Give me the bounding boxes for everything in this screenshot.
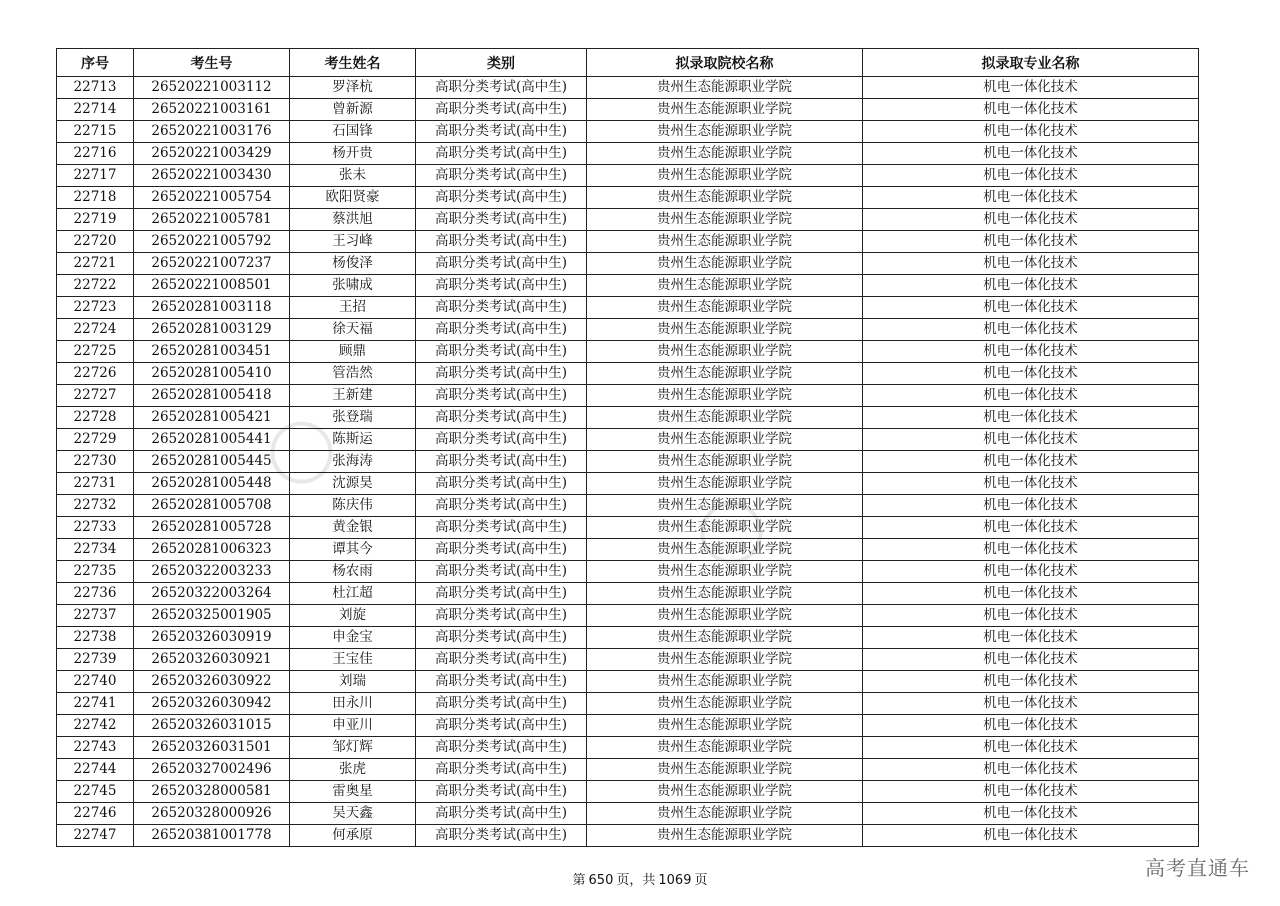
page-footer [0, 869, 1280, 888]
cell-category: 高职分类考试(高中生) [416, 429, 587, 451]
cell-major: 机电一体化技术 [863, 561, 1199, 583]
cell-name: 何承原 [290, 825, 416, 847]
cell-exam-id: 26520221005792 [134, 231, 290, 253]
cell-major: 机电一体化技术 [863, 407, 1199, 429]
table-row [57, 517, 1199, 539]
cell-school: 贵州生态能源职业学院 [587, 583, 863, 605]
cell-exam-id: 26520326030942 [134, 693, 290, 715]
cell-serial: 22728 [57, 407, 134, 429]
cell-serial: 22739 [57, 649, 134, 671]
cell-serial: 22732 [57, 495, 134, 517]
cell-exam-id: 26520221005781 [134, 209, 290, 231]
cell-school: 贵州生态能源职业学院 [587, 649, 863, 671]
footer-middle: 页，共 [616, 873, 656, 888]
cell-category: 高职分类考试(高中生) [416, 605, 587, 627]
cell-name: 石国锋 [290, 121, 416, 143]
cell-name: 曾新源 [290, 99, 416, 121]
cell-school: 贵州生态能源职业学院 [587, 825, 863, 847]
cell-serial: 22735 [57, 561, 134, 583]
header-name: 考生姓名 [290, 49, 416, 77]
current-page-number: 650 [588, 873, 614, 888]
cell-serial: 22720 [57, 231, 134, 253]
cell-serial: 22717 [57, 165, 134, 187]
cell-exam-id: 26520221003176 [134, 121, 290, 143]
cell-serial: 22719 [57, 209, 134, 231]
cell-exam-id: 26520221003112 [134, 77, 290, 99]
cell-major: 机电一体化技术 [863, 99, 1199, 121]
cell-serial: 22713 [57, 77, 134, 99]
cell-name: 罗泽杭 [290, 77, 416, 99]
table-row [57, 781, 1199, 803]
cell-exam-id: 26520221003161 [134, 99, 290, 121]
cell-exam-id: 26520326031015 [134, 715, 290, 737]
cell-major: 机电一体化技术 [863, 77, 1199, 99]
cell-exam-id: 26520281003129 [134, 319, 290, 341]
cell-major: 机电一体化技术 [863, 231, 1199, 253]
cell-school: 贵州生态能源职业学院 [587, 517, 863, 539]
table-row [57, 319, 1199, 341]
cell-category: 高职分类考试(高中生) [416, 143, 587, 165]
cell-category: 高职分类考试(高中生) [416, 275, 587, 297]
cell-category: 高职分类考试(高中生) [416, 297, 587, 319]
cell-exam-id: 26520281005445 [134, 451, 290, 473]
cell-major: 机电一体化技术 [863, 275, 1199, 297]
cell-exam-id: 26520221008501 [134, 275, 290, 297]
cell-school: 贵州生态能源职业学院 [587, 495, 863, 517]
cell-serial: 22718 [57, 187, 134, 209]
cell-major: 机电一体化技术 [863, 143, 1199, 165]
cell-exam-id: 26520281005448 [134, 473, 290, 495]
header-major: 拟录取专业名称 [863, 49, 1199, 77]
cell-major: 机电一体化技术 [863, 121, 1199, 143]
cell-name: 刘瑞 [290, 671, 416, 693]
cell-name: 蔡洪旭 [290, 209, 416, 231]
cell-major: 机电一体化技术 [863, 429, 1199, 451]
table-row [57, 693, 1199, 715]
cell-category: 高职分类考试(高中生) [416, 77, 587, 99]
cell-serial: 22723 [57, 297, 134, 319]
cell-major: 机电一体化技术 [863, 165, 1199, 187]
cell-name: 申金宝 [290, 627, 416, 649]
cell-school: 贵州生态能源职业学院 [587, 429, 863, 451]
cell-category: 高职分类考试(高中生) [416, 649, 587, 671]
table-row [57, 165, 1199, 187]
admission-table [56, 48, 1199, 847]
total-pages: 1069 [658, 873, 692, 888]
cell-serial: 22741 [57, 693, 134, 715]
cell-name: 张登瑞 [290, 407, 416, 429]
cell-serial: 22740 [57, 671, 134, 693]
cell-school: 贵州生态能源职业学院 [587, 231, 863, 253]
cell-school: 贵州生态能源职业学院 [587, 539, 863, 561]
cell-major: 机电一体化技术 [863, 539, 1199, 561]
cell-name: 张未 [290, 165, 416, 187]
cell-exam-id: 26520281005441 [134, 429, 290, 451]
cell-exam-id: 26520281003118 [134, 297, 290, 319]
cell-school: 贵州生态能源职业学院 [587, 671, 863, 693]
cell-name: 刘旋 [290, 605, 416, 627]
cell-major: 机电一体化技术 [863, 495, 1199, 517]
table-row [57, 99, 1199, 121]
cell-school: 贵州生态能源职业学院 [587, 99, 863, 121]
cell-name: 王习峰 [290, 231, 416, 253]
cell-category: 高职分类考试(高中生) [416, 473, 587, 495]
cell-school: 贵州生态能源职业学院 [587, 451, 863, 473]
cell-category: 高职分类考试(高中生) [416, 341, 587, 363]
cell-category: 高职分类考试(高中生) [416, 627, 587, 649]
cell-category: 高职分类考试(高中生) [416, 671, 587, 693]
cell-category: 高职分类考试(高中生) [416, 737, 587, 759]
table-row [57, 121, 1199, 143]
header-category: 类别 [416, 49, 587, 77]
table-row [57, 627, 1199, 649]
cell-exam-id: 26520322003233 [134, 561, 290, 583]
cell-category: 高职分类考试(高中生) [416, 231, 587, 253]
cell-exam-id: 26520326030919 [134, 627, 290, 649]
cell-major: 机电一体化技术 [863, 253, 1199, 275]
cell-school: 贵州生态能源职业学院 [587, 341, 863, 363]
cell-major: 机电一体化技术 [863, 781, 1199, 803]
cell-school: 贵州生态能源职业学院 [587, 121, 863, 143]
cell-serial: 22724 [57, 319, 134, 341]
cell-category: 高职分类考试(高中生) [416, 99, 587, 121]
table-row [57, 759, 1199, 781]
cell-exam-id: 26520281003451 [134, 341, 290, 363]
cell-serial: 22736 [57, 583, 134, 605]
cell-category: 高职分类考试(高中生) [416, 759, 587, 781]
cell-major: 机电一体化技术 [863, 297, 1199, 319]
cell-category: 高职分类考试(高中生) [416, 561, 587, 583]
cell-exam-id: 26520281005410 [134, 363, 290, 385]
cell-exam-id: 26520381001778 [134, 825, 290, 847]
cell-major: 机电一体化技术 [863, 187, 1199, 209]
cell-major: 机电一体化技术 [863, 759, 1199, 781]
table-row [57, 605, 1199, 627]
table-header-row [57, 49, 1199, 77]
cell-major: 机电一体化技术 [863, 473, 1199, 495]
cell-serial: 22744 [57, 759, 134, 781]
cell-exam-id: 26520221003430 [134, 165, 290, 187]
cell-category: 高职分类考试(高中生) [416, 517, 587, 539]
cell-major: 机电一体化技术 [863, 385, 1199, 407]
cell-major: 机电一体化技术 [863, 825, 1199, 847]
table-row [57, 473, 1199, 495]
cell-serial: 22716 [57, 143, 134, 165]
table-row [57, 803, 1199, 825]
table-row [57, 715, 1199, 737]
cell-major: 机电一体化技术 [863, 451, 1199, 473]
cell-school: 贵州生态能源职业学院 [587, 253, 863, 275]
cell-exam-id: 26520326031501 [134, 737, 290, 759]
cell-serial: 22722 [57, 275, 134, 297]
cell-category: 高职分类考试(高中生) [416, 451, 587, 473]
table-row [57, 561, 1199, 583]
cell-name: 邹灯辉 [290, 737, 416, 759]
cell-major: 机电一体化技术 [863, 583, 1199, 605]
cell-school: 贵州生态能源职业学院 [587, 407, 863, 429]
footer-prefix: 第 [572, 873, 586, 888]
cell-category: 高职分类考试(高中生) [416, 715, 587, 737]
cell-name: 陈庆伟 [290, 495, 416, 517]
table-row [57, 539, 1199, 561]
cell-exam-id: 26520327002496 [134, 759, 290, 781]
cell-name: 欧阳贤豪 [290, 187, 416, 209]
header-serial: 序号 [57, 49, 134, 77]
cell-serial: 22721 [57, 253, 134, 275]
cell-school: 贵州生态能源职业学院 [587, 737, 863, 759]
cell-name: 陈斯运 [290, 429, 416, 451]
cell-category: 高职分类考试(高中生) [416, 693, 587, 715]
cell-name: 吴天鑫 [290, 803, 416, 825]
cell-serial: 22743 [57, 737, 134, 759]
cell-school: 贵州生态能源职业学院 [587, 385, 863, 407]
table-row [57, 385, 1199, 407]
cell-exam-id: 26520325001905 [134, 605, 290, 627]
cell-serial: 22729 [57, 429, 134, 451]
cell-serial: 22730 [57, 451, 134, 473]
cell-serial: 22742 [57, 715, 134, 737]
cell-category: 高职分类考试(高中生) [416, 209, 587, 231]
cell-school: 贵州生态能源职业学院 [587, 803, 863, 825]
cell-exam-id: 26520281006323 [134, 539, 290, 561]
cell-category: 高职分类考试(高中生) [416, 583, 587, 605]
cell-major: 机电一体化技术 [863, 605, 1199, 627]
cell-name: 杨农雨 [290, 561, 416, 583]
cell-major: 机电一体化技术 [863, 627, 1199, 649]
cell-school: 贵州生态能源职业学院 [587, 187, 863, 209]
cell-exam-id: 26520328000926 [134, 803, 290, 825]
cell-name: 田永川 [290, 693, 416, 715]
cell-exam-id: 26520221007237 [134, 253, 290, 275]
cell-serial: 22737 [57, 605, 134, 627]
cell-serial: 22725 [57, 341, 134, 363]
cell-serial: 22746 [57, 803, 134, 825]
cell-category: 高职分类考试(高中生) [416, 825, 587, 847]
table-row [57, 143, 1199, 165]
cell-exam-id: 26520221003429 [134, 143, 290, 165]
cell-school: 贵州生态能源职业学院 [587, 605, 863, 627]
cell-exam-id: 26520328000581 [134, 781, 290, 803]
table-row [57, 231, 1199, 253]
cell-category: 高职分类考试(高中生) [416, 539, 587, 561]
cell-category: 高职分类考试(高中生) [416, 319, 587, 341]
table-row [57, 825, 1199, 847]
cell-major: 机电一体化技术 [863, 517, 1199, 539]
cell-category: 高职分类考试(高中生) [416, 187, 587, 209]
cell-school: 贵州生态能源职业学院 [587, 561, 863, 583]
cell-major: 机电一体化技术 [863, 649, 1199, 671]
cell-school: 贵州生态能源职业学院 [587, 275, 863, 297]
table-row [57, 341, 1199, 363]
cell-major: 机电一体化技术 [863, 693, 1199, 715]
cell-name: 张海涛 [290, 451, 416, 473]
cell-exam-id: 26520281005418 [134, 385, 290, 407]
cell-school: 贵州生态能源职业学院 [587, 693, 863, 715]
table-row [57, 495, 1199, 517]
cell-category: 高职分类考试(高中生) [416, 781, 587, 803]
cell-name: 管浩然 [290, 363, 416, 385]
cell-category: 高职分类考试(高中生) [416, 121, 587, 143]
cell-school: 贵州生态能源职业学院 [587, 209, 863, 231]
cell-name: 沈源昊 [290, 473, 416, 495]
cell-school: 贵州生态能源职业学院 [587, 363, 863, 385]
cell-major: 机电一体化技术 [863, 671, 1199, 693]
cell-name: 申亚川 [290, 715, 416, 737]
cell-major: 机电一体化技术 [863, 737, 1199, 759]
cell-name: 张啸成 [290, 275, 416, 297]
brand-watermark: 高考直通车 [1145, 856, 1250, 880]
cell-name: 杨开贵 [290, 143, 416, 165]
cell-major: 机电一体化技术 [863, 715, 1199, 737]
table-row [57, 649, 1199, 671]
cell-serial: 22738 [57, 627, 134, 649]
cell-school: 贵州生态能源职业学院 [587, 143, 863, 165]
cell-major: 机电一体化技术 [863, 319, 1199, 341]
header-exam-id: 考生号 [134, 49, 290, 77]
cell-name: 黄金银 [290, 517, 416, 539]
cell-name: 王新建 [290, 385, 416, 407]
table-row [57, 451, 1199, 473]
table-row [57, 429, 1199, 451]
cell-category: 高职分类考试(高中生) [416, 495, 587, 517]
cell-category: 高职分类考试(高中生) [416, 253, 587, 275]
cell-serial: 22731 [57, 473, 134, 495]
footer-suffix: 页 [694, 873, 708, 888]
cell-major: 机电一体化技术 [863, 803, 1199, 825]
cell-serial: 22715 [57, 121, 134, 143]
cell-school: 贵州生态能源职业学院 [587, 165, 863, 187]
cell-name: 谭其今 [290, 539, 416, 561]
table-row [57, 583, 1199, 605]
cell-exam-id: 26520281005421 [134, 407, 290, 429]
table-row [57, 209, 1199, 231]
cell-serial: 22734 [57, 539, 134, 561]
cell-category: 高职分类考试(高中生) [416, 385, 587, 407]
table-row [57, 363, 1199, 385]
cell-major: 机电一体化技术 [863, 209, 1199, 231]
cell-name: 杜江超 [290, 583, 416, 605]
cell-school: 贵州生态能源职业学院 [587, 473, 863, 495]
cell-category: 高职分类考试(高中生) [416, 165, 587, 187]
table-row [57, 253, 1199, 275]
cell-serial: 22726 [57, 363, 134, 385]
cell-school: 贵州生态能源职业学院 [587, 627, 863, 649]
cell-major: 机电一体化技术 [863, 363, 1199, 385]
cell-exam-id: 26520322003264 [134, 583, 290, 605]
cell-exam-id: 26520326030921 [134, 649, 290, 671]
cell-exam-id: 26520281005708 [134, 495, 290, 517]
cell-school: 贵州生态能源职业学院 [587, 715, 863, 737]
table-row [57, 275, 1199, 297]
cell-name: 王招 [290, 297, 416, 319]
cell-category: 高职分类考试(高中生) [416, 803, 587, 825]
cell-school: 贵州生态能源职业学院 [587, 781, 863, 803]
cell-name: 雷奥星 [290, 781, 416, 803]
cell-serial: 22727 [57, 385, 134, 407]
cell-school: 贵州生态能源职业学院 [587, 759, 863, 781]
cell-category: 高职分类考试(高中生) [416, 363, 587, 385]
header-school: 拟录取院校名称 [587, 49, 863, 77]
cell-major: 机电一体化技术 [863, 341, 1199, 363]
cell-name: 徐天福 [290, 319, 416, 341]
cell-category: 高职分类考试(高中生) [416, 407, 587, 429]
cell-exam-id: 26520326030922 [134, 671, 290, 693]
cell-serial: 22714 [57, 99, 134, 121]
table-row [57, 671, 1199, 693]
cell-school: 贵州生态能源职业学院 [587, 77, 863, 99]
cell-school: 贵州生态能源职业学院 [587, 297, 863, 319]
cell-exam-id: 26520281005728 [134, 517, 290, 539]
cell-serial: 22733 [57, 517, 134, 539]
cell-name: 王宝佳 [290, 649, 416, 671]
table-row [57, 407, 1199, 429]
cell-serial: 22747 [57, 825, 134, 847]
table-row [57, 187, 1199, 209]
table-row [57, 77, 1199, 99]
cell-exam-id: 26520221005754 [134, 187, 290, 209]
cell-name: 杨俊泽 [290, 253, 416, 275]
table-body [57, 77, 1199, 847]
table-row [57, 737, 1199, 759]
cell-name: 张虎 [290, 759, 416, 781]
cell-school: 贵州生态能源职业学院 [587, 319, 863, 341]
cell-serial: 22745 [57, 781, 134, 803]
cell-name: 顾鼎 [290, 341, 416, 363]
table-row [57, 297, 1199, 319]
